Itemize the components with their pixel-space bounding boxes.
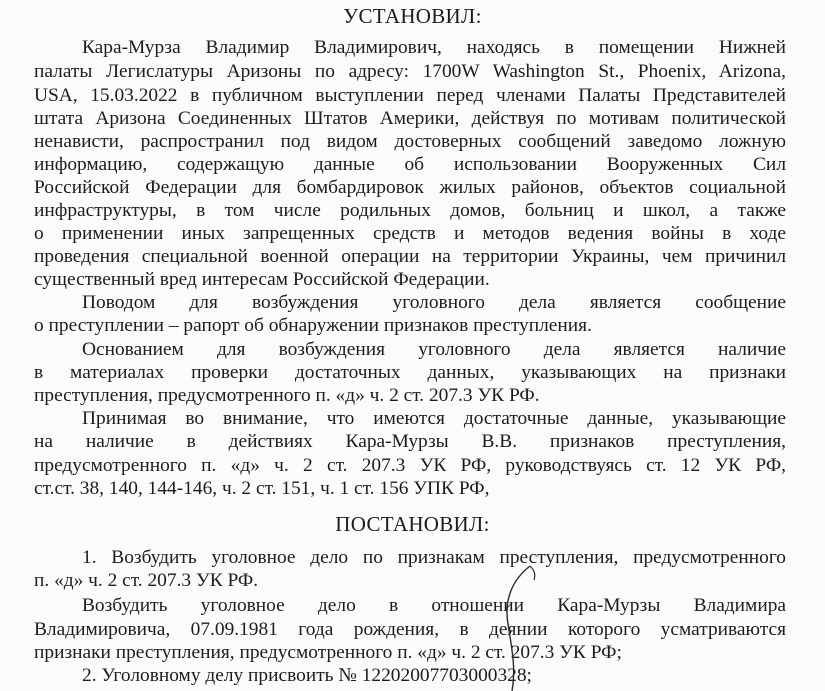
text-line: Принимая во внимание, что имеются достаточные данные, указывающие	[82, 408, 786, 429]
heading-resolved: ПОСТАНОВИЛ:	[335, 512, 490, 536]
text-line: Кара-Мурза Владимир Владимирович, находясь в помещении Нижней	[82, 37, 786, 58]
text-line: Российской Федерации для бомбардировок жилых районов, объектов социальной	[34, 177, 786, 198]
text-line: проведения специальной военной операции на территории Украины, чем причинил	[34, 246, 786, 267]
text-line: предусмотренного п. «д» ч. 2 ст. 207.3 УК РФ, руководствуясь ст. 12 УК РФ,	[34, 455, 786, 476]
text-line: Основанием для возбуждения уголовного дела является наличие	[82, 339, 786, 360]
text-line: USA, 15.03.2022 в публичном выступлении перед членами Палаты Представителей	[34, 85, 786, 106]
text-line: на наличие в действиях Кара-Мурзы В.В. признаков преступления,	[34, 431, 786, 452]
text-line: о применении иных запрещенных средств и методов ведения войны в ходе	[34, 223, 786, 244]
text-line: информацию, содержащую данные об использовании Вооруженных Сил	[34, 154, 786, 175]
text-line: в материалах проверки достаточных данных, указывающих на признаки	[34, 362, 786, 383]
text-line: ненависти, распространил под видом достоверных сообщений заведомо ложную	[34, 131, 786, 152]
text-line: п. «д» ч. 2 ст. 207.3 УК РФ.	[34, 570, 259, 591]
text-line: 2. Уголовному делу присвоить № 12202007703000328;	[82, 665, 532, 686]
text-line: Владимировича, 07.09.1981 года рождения, в деянии которого усматриваются	[34, 619, 786, 640]
text-line: существенный вред интересам Российской Федерации.	[34, 269, 490, 290]
text-line: о преступлении – рапорт об обнаружении признаков преступления.	[34, 315, 592, 336]
text-line: преступления, предусмотренного п. «д» ч. 2 ст. 207.3 УК РФ.	[34, 385, 540, 406]
text-line: штата Аризона Соединенных Штатов Америки, действуя по мотивам политической	[34, 108, 786, 129]
text-line: признаки преступления, предусмотренного п. «д» ч. 2 ст. 207.3 УК РФ;	[34, 642, 622, 663]
text-line: палаты Легислатуры Аризоны по адресу: 1700W Washington St., Phoenix, Arizona,	[34, 61, 786, 82]
text-line: 1. Возбудить уголовное дело по признакам преступления, предусмотренного	[82, 547, 786, 568]
text-line: инфраструктуры, в том числе родильных домов, больниц и школ, а также	[34, 200, 786, 221]
text-line: ст.ст. 38, 140, 144-146, ч. 2 ст. 151, ч. 1 ст. 156 УПК РФ,	[34, 478, 490, 499]
text-line: Возбудить уголовное дело в отношении Кара-Мурзы Владимира	[82, 595, 786, 616]
heading-established: УСТАНОВИЛ:	[343, 4, 482, 28]
text-line: Поводом для возбуждения уголовного дела является сообщение	[82, 292, 786, 313]
